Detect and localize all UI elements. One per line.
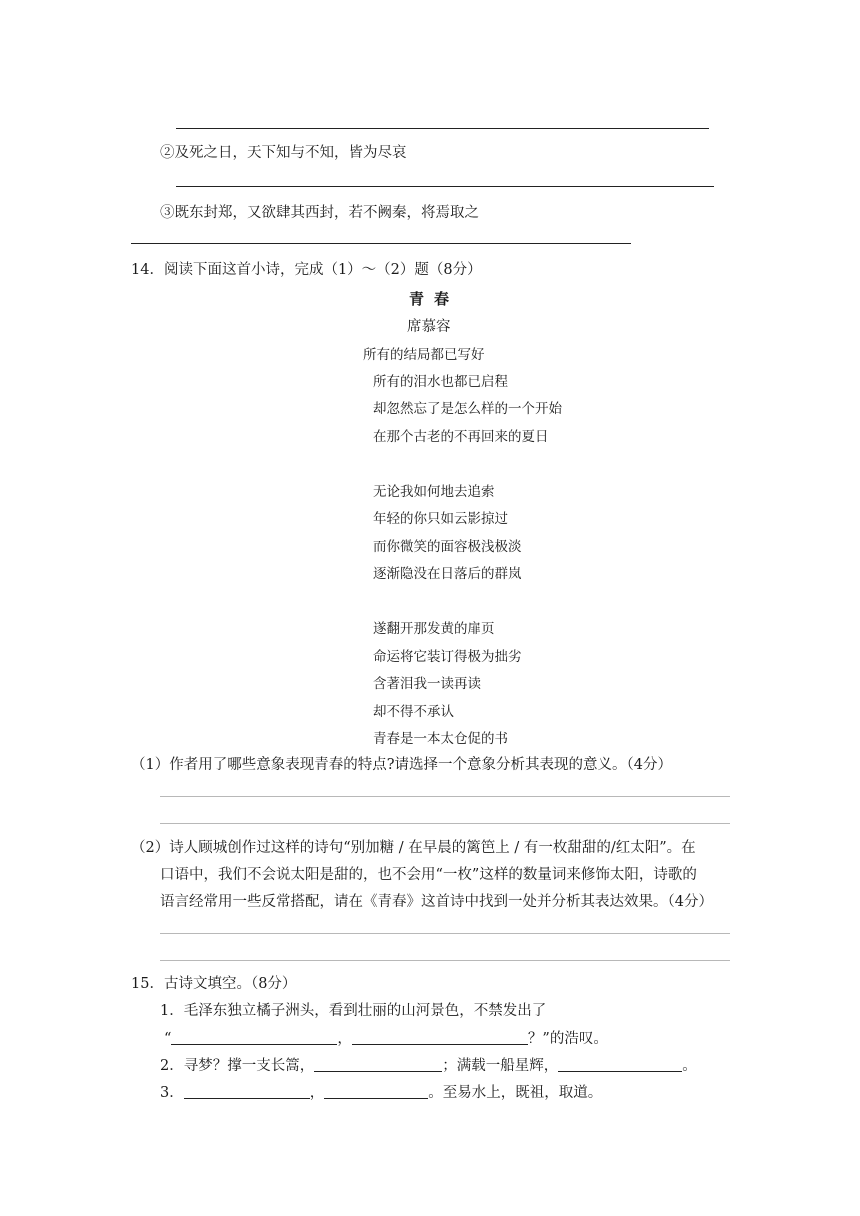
q14-sub2-line1: （2）诗人顾城创作过这样的诗句“别加糖 / 在早晨的篱笆上 / 有一枚甜甜的/红太阳”。在	[131, 840, 696, 856]
q14-sub2-line2: 口语中，我们不会说太阳是甜的，也不会用“一枚”这样的数量词来修饰太阳，诗歌的	[160, 867, 697, 883]
item2-start: 2．寻梦？撑一支长篙，	[160, 1058, 315, 1074]
answer-line-13-1[interactable]	[176, 128, 709, 129]
q14-sub2-line3: 语言经常用一些反常搭配，请在《青春》这首诗中找到一处并分析其表达效果。（4分）	[160, 894, 713, 910]
item3-end: 。至易水上，既祖，取道。	[428, 1085, 603, 1101]
q13-item-2: ②及死之日，天下知与不知，皆为尽哀	[160, 145, 407, 161]
answer-line-14-2a[interactable]	[160, 933, 730, 934]
q14-sub1: （1）作者用了哪些意象表现青春的特点?请选择一个意象分析其表现的意义。（4分）	[131, 757, 672, 773]
blank-2b[interactable]	[558, 1056, 682, 1072]
q15-item3	[160, 1081, 602, 1102]
answer-line-14-1a[interactable]	[160, 796, 730, 797]
comma: ，	[337, 1031, 352, 1047]
poem-line: 而你微笑的面容极浅极淡	[373, 539, 522, 555]
poem-author: 席慕容	[407, 319, 451, 335]
item3-comma: ，	[309, 1085, 325, 1101]
q13-item-3: ③既东封郑，又欲肆其西封，若不阙秦，将焉取之	[160, 205, 479, 221]
blank-2a[interactable]	[314, 1056, 442, 1072]
poem-line: 命运将它装订得极为拙劣	[373, 649, 522, 665]
answer-line-14-2b[interactable]	[160, 960, 730, 961]
poem-line: 逐渐隐没在日落后的群岚	[373, 566, 522, 582]
item3-start: 3．	[160, 1085, 184, 1101]
poem-line: 在那个古老的不再回来的夏日	[373, 429, 549, 445]
answer-line-14-1b[interactable]	[160, 823, 730, 824]
item2-mid: ；满载一船星辉，	[442, 1058, 559, 1074]
q15-heading: 15．古诗文填空。（8分）	[131, 976, 297, 992]
poem-line: 所有的结局都已写好	[363, 347, 485, 363]
item2-end: 。	[682, 1058, 697, 1074]
blank-3a[interactable]	[184, 1083, 310, 1099]
poem-line: 年轻的你只如云影掠过	[373, 511, 508, 527]
q15-item1-line1: 1．毛泽东独立橘子洲头，看到壮丽的山河景色，不禁发出了	[160, 1003, 547, 1019]
open-quote: “	[164, 1031, 172, 1047]
q15-item1-line2	[164, 1027, 608, 1048]
poem-line: 遂翻开那发黄的扉页	[373, 621, 495, 637]
blank-3b[interactable]	[324, 1083, 428, 1099]
item1-end: ？”的浩叹。	[527, 1031, 608, 1047]
poem-line: 却忽然忘了是怎么样的一个开始	[373, 401, 562, 417]
poem-line: 含著泪我一读再读	[373, 676, 481, 692]
blank-1a[interactable]	[171, 1029, 337, 1045]
poem-line: 青春是一本太仓促的书	[373, 731, 508, 747]
blank-1b[interactable]	[352, 1029, 528, 1045]
poem-line: 所有的泪水也都已启程	[373, 374, 508, 390]
poem-line: 却不得不承认	[373, 704, 454, 720]
q14-heading: 14．阅读下面这首小诗，完成（1）～（2）题（8分）	[131, 262, 482, 278]
poem-title: 青春	[409, 290, 460, 308]
poem-line: 无论我如何地去追索	[373, 484, 495, 500]
answer-line-13-3[interactable]	[131, 243, 631, 244]
answer-line-13-2[interactable]	[176, 186, 714, 187]
q15-item2	[160, 1054, 697, 1075]
